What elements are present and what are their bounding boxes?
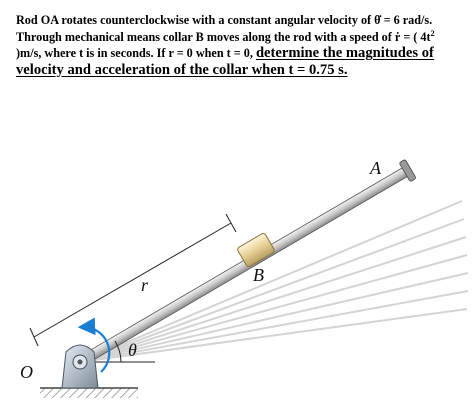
exponent: 2 (430, 28, 435, 38)
problem-text-2: = 6 rad/s. Through mechanical means collar B moves along the rod with a speed of (16, 13, 433, 44)
label-r: r (141, 275, 149, 295)
problem-question: determine the magnitudes of velocity and acceleration of the collar when t = 0.75 s. (16, 45, 434, 78)
label-a: A (370, 158, 381, 178)
r-dot-symbol: ṙ (394, 29, 401, 44)
problem-text-1: Rod OA rotates counterclockwise with a constant angular velocity of (16, 13, 375, 27)
label-o: O (20, 362, 33, 382)
ghost-rods (80, 201, 468, 362)
pin-support (62, 345, 98, 388)
ground (40, 388, 138, 398)
label-b: B (253, 265, 264, 285)
label-theta: θ (128, 340, 137, 360)
problem-text-3: = ( 4t (400, 29, 431, 44)
theta-dot-symbol: θ̇ (374, 13, 381, 27)
problem-text-4: )m/s, where t is in seconds. If r = 0 when t = 0, (16, 46, 256, 60)
